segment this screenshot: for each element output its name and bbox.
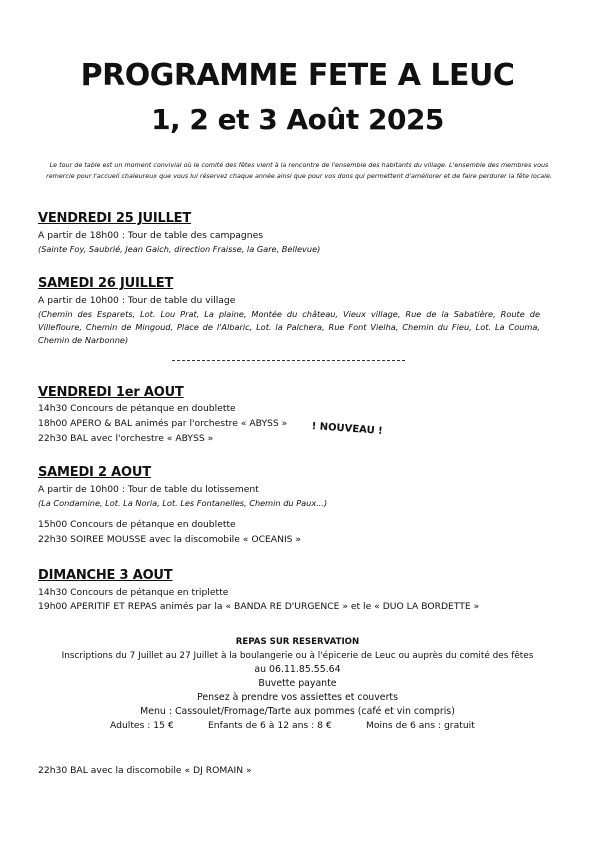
dimanche-3-line-2: 19h00 APERITIF ET REPAS animés par la « BANDA RE D'URGENCE » et le « DUO LA BORDETTE » — [38, 601, 480, 612]
samedi-2-line-1: A partir de 10h00 : Tour de table du lotissement — [38, 484, 259, 495]
reservation-reminder: Pensez à prendre vos assiettes et couverts — [197, 692, 398, 703]
reservation-heading: REPAS SUR RESERVATION — [235, 637, 360, 647]
day-heading-samedi-26: SAMEDI 26 JUILLET — [38, 276, 174, 291]
day-heading-vendredi-1: VENDREDI 1er AOUT — [38, 385, 184, 400]
samedi-2-line-2: (La Condamine, Lot. La Noria, Lot. Les Fontanelles, Chemin du Paux...) — [38, 498, 328, 508]
vendredi-25-line-1: A partir de 18h00 : Tour de table des campagnes — [38, 230, 264, 241]
vendredi-25-line-2: (Sainte Foy, Saubrié, Jean Gaich, direction Fraisse, la Gare, Bellevue) — [38, 244, 321, 254]
samedi-2-line-4: 22h30 SOIREE MOUSSE avec la discomobile « OCEANIS » — [38, 534, 302, 545]
reservation-buvette: Buvette payante — [258, 678, 337, 689]
final-bal-line: 22h30 BAL avec la discomobile « DJ ROMAIN » — [38, 765, 252, 776]
vendredi-1-line-2: 18h00 APERO & BAL animés par l'orchestre « ABYSS » — [38, 418, 288, 429]
reservation-menu: Menu : Cassoulet/Fromage/Tarte aux pommes (café et vin compris) — [140, 706, 455, 717]
page-subtitle: 1, 2 et 3 Août 2025 — [151, 103, 444, 136]
samedi-26-line-1: A partir de 10h00 : Tour de table du village — [38, 295, 236, 306]
dimanche-3-line-1: 14h30 Concours de pétanque en triplette — [38, 587, 229, 598]
price-free: Moins de 6 ans : gratuit — [366, 720, 475, 731]
nouveau-badge: ! NOUVEAU ! — [311, 421, 384, 437]
separator-line — [172, 360, 405, 361]
samedi-26-line-2: (Chemin des Esparets, Lot. Lou Prat, La plaine, Montée du château, Vieux village, Rue de la Sabatière, Route de Villefloure, Chemin de Mingoud, Place de l'Albaric, Lot. la Palchera, Rue Font Vielha, Chemin du Fieu, Lot. La Couma, Chemin de Narbonne) — [38, 309, 540, 345]
day-heading-dimanche-3: DIMANCHE 3 AOUT — [38, 568, 173, 583]
reservation-line-1: Inscriptions du 7 Juillet au 27 Juillet à la boulangerie ou à l'épicerie de Leuc ou auprès du comité des fêtes — [61, 651, 534, 661]
samedi-2-line-3: 15h00 Concours de pétanque en doublette — [38, 519, 236, 530]
day-heading-samedi-2: SAMEDI 2 AOUT — [38, 465, 151, 480]
reservation-phone: au 06.11.85.55.64 — [254, 664, 341, 675]
price-adults: Adultes : 15 € — [110, 720, 174, 731]
price-children: Enfants de 6 à 12 ans : 8 € — [208, 720, 332, 731]
intro-text: Le tour de table est un moment convivial où le comité des fêtes vient à la rencontre de l'ensemble des habitants du village. L'ensemble des membres vous remercie pour l'accueil chaleureux que vous lui réservez chaque année ainsi que pour vos dons qui permettent d'améliorer et de faire perdurer la fête locale. — [46, 161, 552, 180]
page-title: PROGRAMME FETE A LEUC — [80, 58, 515, 93]
day-heading-vendredi-25: VENDREDI 25 JUILLET — [38, 211, 192, 226]
vendredi-1-line-3: 22h30 BAL avec l'orchestre « ABYSS » — [38, 433, 214, 444]
vendredi-1-line-1: 14h30 Concours de pétanque en doublette — [38, 403, 236, 414]
